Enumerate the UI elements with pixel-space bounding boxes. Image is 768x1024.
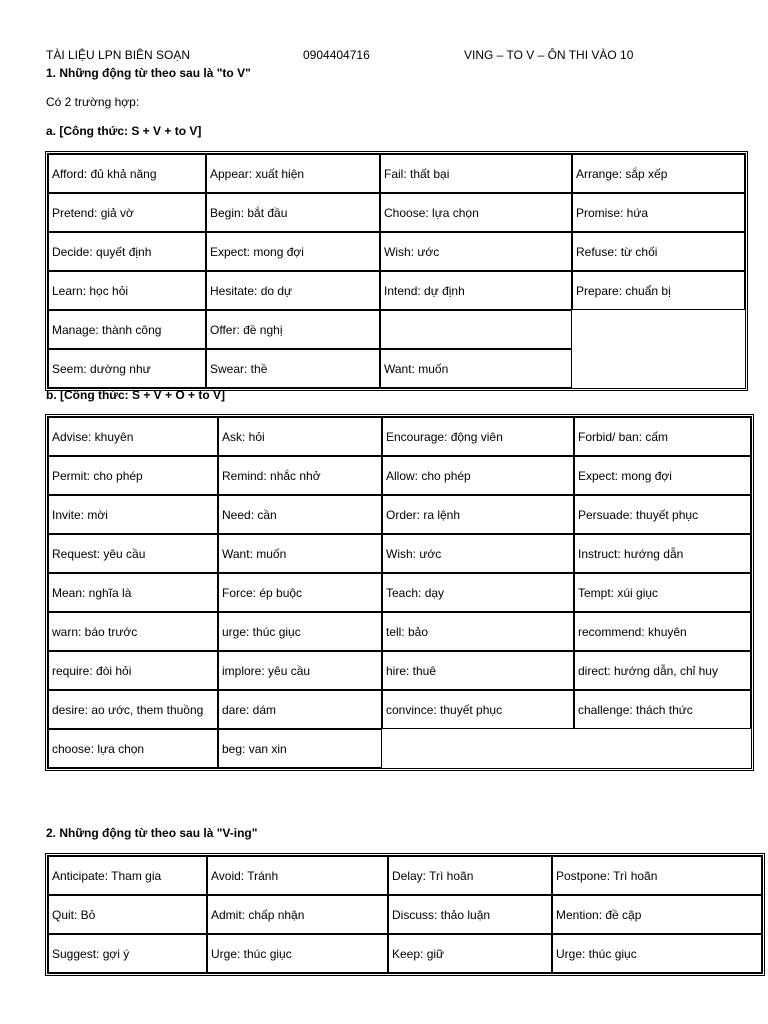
table-row [48,573,751,612]
table-cell: dare: dám [218,690,382,729]
table-cell: Prepare: chuẩn bị [572,271,745,310]
table-cell: Encourage: động viên [382,417,574,456]
table-cell [572,310,745,349]
table-row [48,232,745,271]
table-b [45,414,754,771]
table-cell: Discuss: thảo luận [388,895,552,934]
table-cell: direct: hướng dẫn, chỉ huy [574,651,751,690]
section2-title: 2. Những động từ theo sau là "V-ing" [46,826,258,840]
table-cell: Mean: nghĩa là [48,573,218,612]
table-cell: Urge: thúc giục [552,934,762,973]
table-cell: Suggest: gợi ý [48,934,207,973]
table-cell: desire: ao ước, them thuồng [48,690,218,729]
table-row [48,612,751,651]
table-cell: Expect: mong đợi [574,456,751,495]
table-cell: Afford: đủ khả năng [48,154,206,193]
table-row [48,495,751,534]
table-cell: Expect: mong đợi [206,232,380,271]
table-cell: Keep: giữ [388,934,552,973]
table-row [48,856,762,895]
table-cell: Decide: quyết định [48,232,206,271]
table-cell: Urge: thúc giục [207,934,388,973]
table-cell: beg: van xin [218,729,382,768]
table-cell: Allow: cho phép [382,456,574,495]
table-cell: Wish: ước [382,534,574,573]
table-cell: implore: yêu cầu [218,651,382,690]
table-row [48,349,745,388]
table-cell: Teach: dạy [382,573,574,612]
table-cell: require: đòi hỏi [48,651,218,690]
table-cell: urge: thúc giục [218,612,382,651]
table-cell: challenge: thách thức [574,690,751,729]
table-cell [572,349,745,388]
table-cell: Postpone: Trì hoãn [552,856,762,895]
table-cell: Force: ép buộc [218,573,382,612]
header-right: VING – TO V – ÔN THI VÀO 10 [464,48,634,62]
table-cell: Ask: hỏi [218,417,382,456]
table-cell: choose: lựa chọn [48,729,218,768]
table-cell: Permit: cho phép [48,456,218,495]
table-row [48,690,751,729]
table-cell: Promise: hứa [572,193,745,232]
table-cell: Refuse: từ chối [572,232,745,271]
table-cell: Want: muốn [380,349,572,388]
table-cell: Arrange: sắp xếp [572,154,745,193]
table-cell: Forbid/ ban: cấm [574,417,751,456]
table-cell: Tempt: xúi giục [574,573,751,612]
table-cell: Intend: dự định [380,271,572,310]
header-phone: 0904404716 [303,48,370,62]
table-cell: Avoid: Tránh [207,856,388,895]
table-cell: Fail: thất bại [380,154,572,193]
table-row [48,456,751,495]
table-row [48,310,745,349]
table-row [48,417,751,456]
table-cell: Delay: Trì hoãn [388,856,552,895]
table-cell: Anticipate: Tham gia [48,856,207,895]
section1-title: 1. Những động từ theo sau là "to V" [46,66,251,80]
table-cell: Advise: khuyên [48,417,218,456]
table-cell: Choose: lựa chọn [380,193,572,232]
table-cell: Hesitate: do dự [206,271,380,310]
table-row [48,934,762,973]
table-cell: Begin: bắt đầu [206,193,380,232]
table-cell: Seem: dường như [48,349,206,388]
table-cell: convince: thuyết phục [382,690,574,729]
table-cell: Instruct: hướng dẫn [574,534,751,573]
header-left: TÀI LIỆU LPN BIÊN SOẠN [46,48,191,62]
table-cell: Manage: thành công [48,310,206,349]
table-row [48,154,745,193]
table-row [48,895,762,934]
table-cell: warn: báo trước [48,612,218,651]
table-cell: Admit: chấp nhận [207,895,388,934]
table-cell: Mention: đề cập [552,895,762,934]
table-b-title: b. [Công thức: S + V + O + to V] [46,388,226,402]
table-cell: Order: ra lệnh [382,495,574,534]
table-cell: tell: bảo [382,612,574,651]
table-row [48,193,745,232]
table-cell: Remind: nhắc nhở [218,456,382,495]
table-row [48,729,751,768]
table-cell: Offer: đề nghị [206,310,380,349]
table-cell: recommend: khuyên [574,612,751,651]
table-row [48,271,745,310]
table-cell: Swear: thề [206,349,380,388]
table-cell: Pretend: giả vờ [48,193,206,232]
table-cell: Quit: Bỏ [48,895,207,934]
table-a [45,151,748,391]
table-row [48,534,751,573]
table-cell [574,729,751,768]
table-a-title: a. [Công thức: S + V + to V] [46,124,202,138]
table-cell [380,310,572,349]
table-cell: hire: thuê [382,651,574,690]
table-row [48,651,751,690]
table-cell: Learn: học hỏi [48,271,206,310]
table-cell: Need: cần [218,495,382,534]
table-cell: Appear: xuất hiện [206,154,380,193]
table-cell: Want: muốn [218,534,382,573]
section1-intro: Có 2 trường hợp: [46,95,140,109]
table-c [45,853,765,976]
table-cell: Wish: ước [380,232,572,271]
table-cell: Request: yêu cầu [48,534,218,573]
table-cell: Invite: mời [48,495,218,534]
table-cell [382,729,574,768]
table-cell: Persuade: thuyết phục [574,495,751,534]
